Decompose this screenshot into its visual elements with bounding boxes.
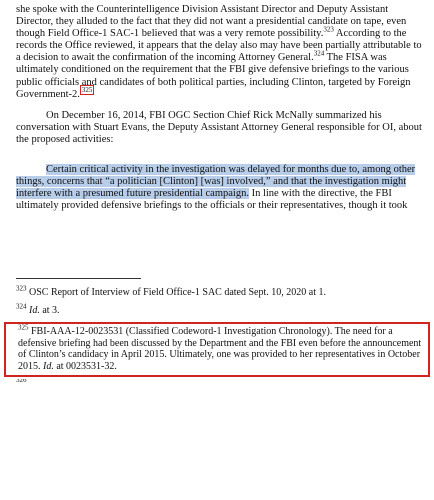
body-paragraph-2: On December 16, 2014, FBI OGC Section Chief Rick McNally summarized his conversation with Stuart Evans, the Deputy Assistant Attorney General responsible for OI, about the proposed activities:	[16, 109, 422, 145]
paragraph-text: According to the records the Office reviewed, it appears that the delay also may have been partially attributable to a decision to await the confirmation of the incoming Attorney General.	[16, 28, 422, 64]
paragraph-text: she spoke with the Counterintelligence Division Assistant Director and Deputy Assistant Director, they alluded to the fact that they did not want a presidential candidate on tape, even though Field Office-1 SAC-1 believed that was a very remote possibility.	[16, 4, 407, 40]
footnote-323	[16, 287, 424, 299]
footnote-number: 324	[16, 302, 27, 311]
footnote-324	[16, 302, 424, 317]
body-paragraph-1	[16, 4, 424, 101]
footnote-ref-325-annotated[interactable]: 325	[81, 86, 93, 95]
footnote-ref-324[interactable]: 324	[313, 49, 325, 58]
footnote-number: 323	[16, 285, 27, 294]
footnote-id-italic: Id.	[43, 360, 54, 372]
footnote-number: 325	[18, 324, 29, 333]
footnote-text: OSC Report of Interview of Field Office-1 SAC dated Sept. 10, 2020 at 1.	[26, 287, 326, 299]
paragraph-text: In line with the directive, the FBI ultimately provided defensive briefings to the officials or their representatives, though it took	[16, 188, 408, 212]
footnote-text: FBI-AAA-12-0023531 (Classified Codeword-1 Investigation Chronology). The need for a defensive briefing had been discussed by the Department and the FBI even before the announcement of Clinton’s candidacy in April 2015. Ultimately, one was provided to her representatives in October 2015.	[18, 326, 422, 372]
footnote-text: at 3.	[39, 304, 60, 316]
footnote-ref-323[interactable]: 323	[323, 25, 334, 34]
footnote-325	[18, 326, 422, 372]
footnote-id-italic: Id.	[26, 304, 40, 316]
footnote-325-annotation-box	[4, 322, 430, 377]
paragraph-text: The FISA was ultimately conditioned on the requirement that the FBI give defensive briefings to the various public officials and candidates of both political parties, including Clinton, targeted by Foreign Government-2.	[16, 52, 411, 100]
highlighted-passage: Certain critical activity in the investigation was delayed for months due to, among other things, concerns that “a politician [Clinton] [was] involved,” and that the investigation might interfere with a presumed future presidential campaign.	[16, 164, 416, 200]
footnote-separator	[16, 278, 141, 279]
footnote-326-cutoff	[16, 379, 424, 385]
footnote-number: 326	[16, 379, 27, 385]
footnote-text: at 0023531-32.	[53, 360, 117, 372]
body-paragraph-3	[16, 164, 424, 212]
